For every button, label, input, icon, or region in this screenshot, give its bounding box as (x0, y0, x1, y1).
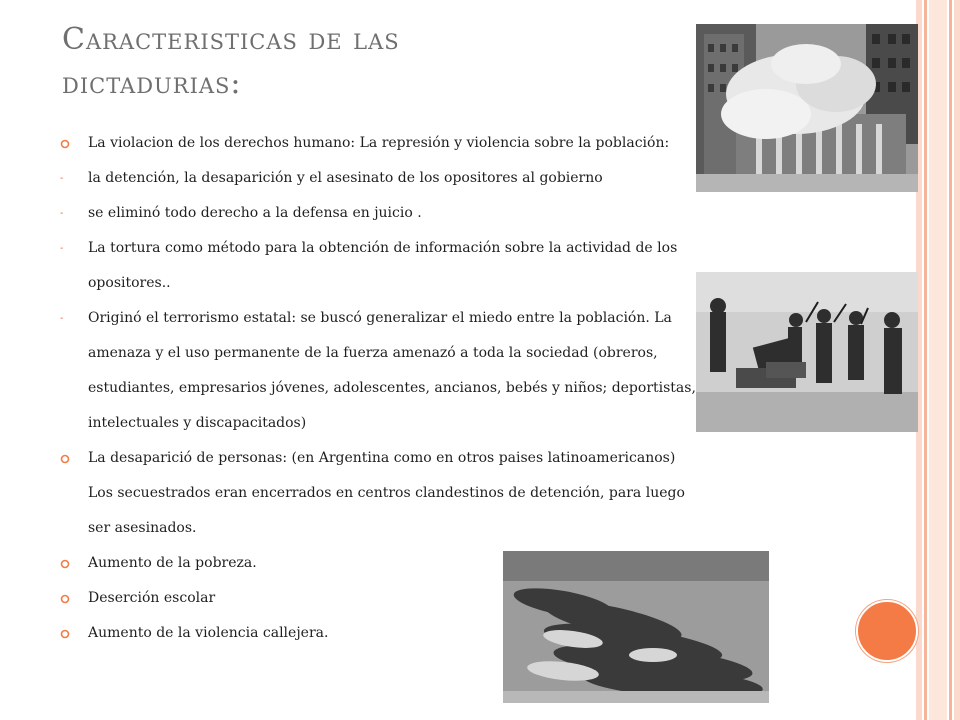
title-line-2: dictadurias: (62, 66, 242, 101)
slide-content (60, 126, 700, 651)
dash-marker: - (60, 243, 64, 254)
dash-item (60, 301, 700, 441)
bullet-ring-icon (60, 616, 80, 651)
photo-soldiers-street (696, 272, 918, 432)
bullet-ring-icon (60, 581, 80, 616)
item-text: Originó el terrorismo estatal: se buscó generalizar el miedo entre la población. La amenaza y el uso permanente de la fuerza amenazó a toda la sociedad (obreros, estudiantes, empresarios jóvenes, adolescentes, ancianos, bebés y niños; deportistas, intelectuales y discapacitados) (88, 310, 696, 431)
item-text: La tortura como método para la obtención de información sobre la actividad de los opositores.. (88, 240, 678, 291)
decorative-circle (856, 600, 918, 662)
dash-marker: - (60, 313, 64, 324)
bullet-item (60, 546, 700, 581)
photo-soldiers-street-image (696, 272, 918, 432)
item-text: Deserción escolar (88, 590, 216, 606)
item-text: La desaparició de personas: (en Argentina como en otros paises latinoamericanos) Los secuestrados eran encerrados en centros clandestinos de detención, para luego ser asesinados. (88, 450, 685, 536)
item-text: Aumento de la violencia callejera. (88, 625, 329, 641)
dash-item (60, 161, 700, 196)
dash-marker: - (60, 173, 64, 184)
stripe (954, 0, 960, 720)
stripe (949, 0, 952, 720)
stripe (924, 0, 927, 720)
item-text: La violacion de los derechos humano: La represión y violencia sobre la población: (88, 135, 670, 151)
stripe (929, 0, 947, 720)
title-line-1: Caracteristicas de las (62, 22, 400, 57)
bullet-item (60, 126, 700, 161)
item-text: se eliminó todo derecho a la defensa en juicio . (88, 205, 422, 221)
photo-palace-bombing-image (696, 24, 918, 192)
bullet-ring-icon (60, 441, 80, 476)
item-text: la detención, la desaparición y el asesinato de los opositores al gobierno (88, 170, 603, 186)
dash-item (60, 196, 700, 231)
dash-item (60, 231, 700, 301)
bullet-item (60, 441, 700, 546)
photo-palace-bombing (696, 24, 918, 192)
bullet-item (60, 616, 700, 651)
item-text: Aumento de la pobreza. (88, 555, 257, 571)
bullet-ring-icon (60, 546, 80, 581)
bullet-item (60, 581, 700, 616)
slide-title (62, 18, 682, 106)
decorative-stripes (916, 0, 960, 720)
bullet-ring-icon (60, 126, 80, 161)
dash-marker: - (60, 208, 64, 219)
